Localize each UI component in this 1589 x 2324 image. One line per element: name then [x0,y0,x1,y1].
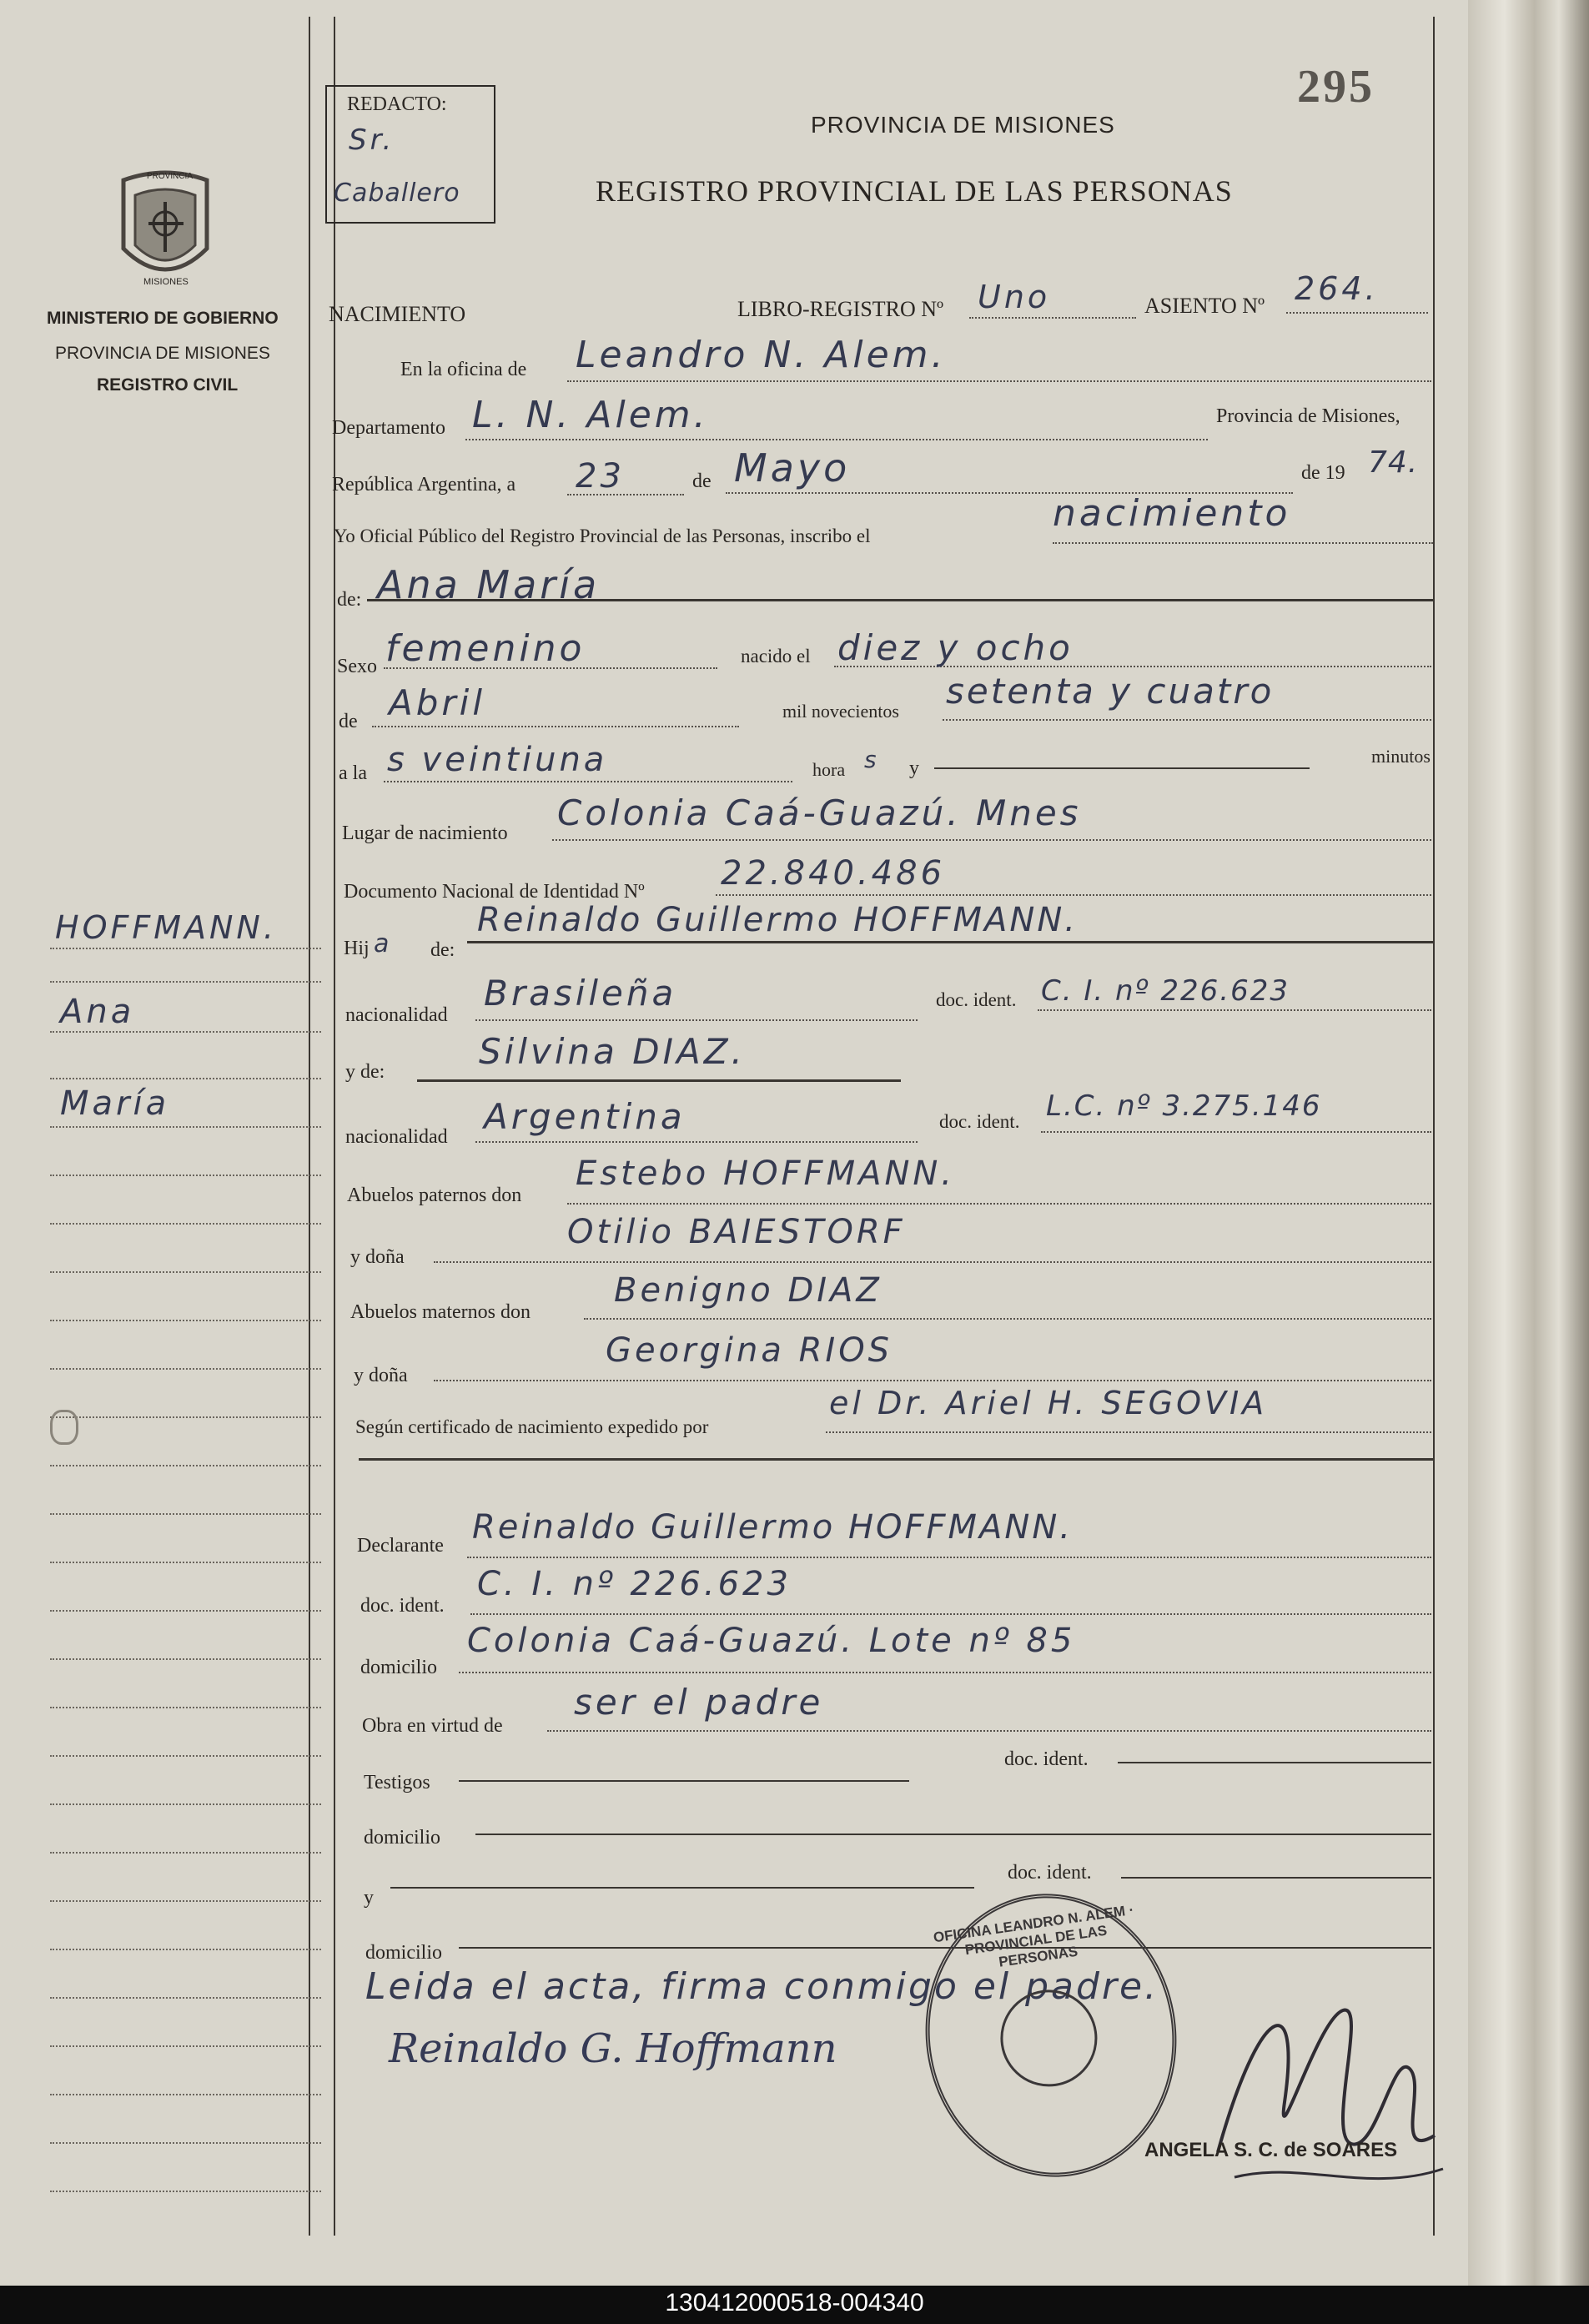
dni-label: Documento Nacional de Identidad Nº [344,881,645,903]
margin-line [50,2191,321,2192]
book-value: Uno [978,279,1051,315]
office-value: Leandro N. Alem. [576,334,947,376]
certificate-label: Según certificado de nacimiento expedido por [355,1416,709,1437]
redacto-line1: Sr. [349,123,395,157]
certificate-line [826,1431,1431,1433]
declarant-address: Colonia Caá-Guazú. Lote nº 85 [467,1622,1076,1660]
office-label: En la oficina de [400,359,527,380]
civil-registry-label: REGISTRO CIVIL [97,375,239,395]
witness1-address-label: domicilio [364,1827,440,1849]
mil-value: setenta y cuatro [946,671,1275,712]
redacto-box [325,85,495,224]
margin-line [50,1900,321,1902]
margin-line [50,1997,321,1999]
mother-nationality: Argentina [484,1096,686,1137]
declarant-signature: Reinaldo G. Hoffmann [389,2025,837,2072]
year-label: de 19 [1301,462,1345,484]
ministry-label: MINISTERIO DE GOBIERNO [47,309,279,328]
mother-doc-line [1041,1131,1431,1133]
witness2-doc-label: doc. ident. [1008,1862,1092,1884]
margin-line [50,1707,321,1708]
father-doc-line [1038,1009,1431,1011]
emblem-top-text: PROVINCIA [147,172,194,181]
margin-line [50,1562,321,1563]
coat-of-arms-icon [107,165,224,295]
margin-line [50,2142,321,2144]
born-month-line [372,726,739,727]
witness2-line [390,1887,974,1889]
witness1-address-line [475,1834,1431,1835]
record-type-label: NACIMIENTO [329,302,466,326]
margin-name1: Ana [60,993,135,1031]
dni-line [716,894,1431,896]
father-line [467,941,1433,943]
official-statement: Yo Oficial Público del Registro Provincial de las Personas, inscribo el [334,526,871,546]
witness-label: Testigos [364,1772,430,1793]
paternal-grandmother-line [434,1261,1431,1263]
witness2-and-label: y [364,1887,374,1909]
paternal-grandmother-label: y doña [350,1246,405,1268]
margin-surname: HOFFMANN. [55,909,277,946]
official-value: nacimiento [1053,492,1291,535]
sex-value: femenino [385,627,586,670]
name-de-label: de: [337,589,362,611]
name-value: Ana María [377,562,601,607]
office-line [567,380,1431,382]
declarant-doc: C. I. nº 226.623 [477,1565,792,1603]
declarant-line [467,1557,1431,1558]
witness2-doc-line [1121,1877,1431,1879]
official-line [1053,542,1433,544]
emblem-bottom-text: MISIONES [143,277,189,287]
year-value: 74. [1368,445,1419,480]
book-label: LIBRO-REGISTRO Nº [737,297,944,321]
hora-value: s [864,746,880,773]
witness1-doc-label: doc. ident. [1004,1748,1089,1770]
province-label: PROVINCIA DE MISIONES [55,344,270,363]
book-page-edges [1468,0,1589,2286]
paternal-grandfather-line [567,1203,1431,1205]
mother-value: Silvina DIAZ. [479,1031,746,1072]
father-value: Reinaldo Guillermo HOFFMANN. [477,901,1078,939]
registry-header: REGISTRO PROVINCIAL DE LAS PERSONAS [596,174,1233,208]
province-emblem [107,165,224,295]
document-id: 130412000518-004340 [665,2289,924,2316]
entry-line [1286,312,1428,314]
father-doc-label: doc. ident. [936,989,1017,1010]
maternal-grandfather: Benigno DIAZ [614,1271,882,1310]
binding-thread [50,1410,78,1445]
form-rule-left [334,17,335,2236]
margin-line [50,1271,321,1273]
margin-line [50,1949,321,1950]
province-line-label: Provincia de Misiones, [1216,405,1400,427]
officer-signature-icon [1184,1969,1460,2219]
father-nationality-line [475,1019,918,1021]
margin-line [50,981,321,983]
sex-label: Sexo [337,656,377,677]
born-month-value: Abril [389,682,485,723]
book-line [969,317,1136,319]
form-rule-right [1433,17,1435,2236]
margin-line [50,1610,321,1612]
born-label: nacido el [741,646,811,667]
entry-label: ASIENTO Nº [1144,294,1265,318]
redacto-label: REDACTO: [347,93,447,115]
month-value: Mayo [734,445,851,490]
closing-statement: Leida el acta, firma conmigo el padre. [365,1965,1159,2008]
stamp-text: OFICINA LEANDRO N. ALEM · PROVINCIAL DE LAS PERSONAS [932,1901,1135,1970]
born-month-label: de [339,711,358,732]
place-line [552,839,1431,841]
hora-label: hora [812,759,846,780]
margin-line [50,1852,321,1854]
paternal-grandmother: Otilio BAIESTORF [567,1213,906,1251]
child-of-suffix: a [374,929,393,958]
child-of-label: Hij [344,938,370,959]
province-header: PROVINCIA DE MISIONES [811,112,1115,138]
margin-line [50,1416,321,1418]
witness1-line [459,1780,909,1782]
margin-line [50,1658,321,1660]
margin-line [50,1755,321,1757]
dept-value: L. N. Alem. [472,394,709,436]
mil-line [943,719,1431,721]
redacto-line2: Caballero [334,179,460,208]
margin-line [50,1126,321,1128]
entry-value: 264. [1295,270,1379,307]
certificate-value: el Dr. Ariel H. SEGOVIA [829,1385,1268,1421]
father-nationality-label: nacionalidad [345,1004,448,1026]
father-nationality: Brasileña [484,973,677,1014]
declarant-doc-label: doc. ident. [360,1595,445,1617]
mother-line [417,1079,901,1082]
margin-line [50,1031,321,1033]
mother-nationality-line [475,1141,918,1143]
maternal-grandmother: Georgina RIOS [606,1331,893,1370]
minutes-label: minutos [1371,746,1431,767]
child-of-de: de: [430,939,455,961]
maternal-grandmother-line [434,1380,1431,1381]
certificate-underline [359,1458,1433,1461]
mother-doc-label: doc. ident. [939,1111,1020,1132]
mother-doc: L.C. nº 3.275.146 [1046,1089,1322,1123]
paternal-grandfather-label: Abuelos paternos don [347,1185,522,1206]
born-value: diez y ocho [837,627,1074,668]
day-de-label: de [692,470,712,492]
place-label: Lugar de nacimiento [342,822,508,844]
hour-line [384,781,792,782]
republic-label: República Argentina, a [332,474,516,495]
margin-line [50,1175,321,1176]
margin-line [50,2094,321,2095]
father-doc: C. I. nº 226.623 [1041,974,1290,1008]
acts-as-value: ser el padre [574,1682,824,1723]
margin-line [50,1223,321,1225]
margin-line [50,1320,321,1321]
margin-line [50,1513,321,1515]
margin-line [50,1078,321,1079]
dept-line [465,439,1208,440]
acts-as-label: Obra en virtud de [362,1715,503,1737]
margin-line [50,1368,321,1370]
declarant-address-label: domicilio [360,1657,437,1678]
mother-de-label: y de: [345,1061,385,1083]
minutes-line [934,767,1310,769]
stamp-inner-seal [994,1984,1104,2093]
officer-name: ANGELA S. C. de SOARES [1144,2139,1398,2161]
margin-line [50,1465,321,1466]
witness1-doc-line [1118,1762,1431,1763]
maternal-grandfather-label: Abuelos maternos don [350,1301,531,1323]
margin-line [50,948,321,949]
hour-value: s veintiuna [387,741,608,779]
maternal-grandmother-label: y doña [354,1365,408,1386]
declarant-doc-line [470,1613,1431,1615]
dept-label: Departamento [332,417,445,439]
declarant-label: Declarante [357,1535,444,1557]
paternal-grandfather: Estebo HOFFMANN. [576,1154,955,1193]
dni-value: 22.840.486 [721,854,946,893]
declarant-address-line [459,1672,1431,1673]
mil-label: mil novecientos [782,701,899,722]
hour-label: a la [339,762,367,784]
maternal-grandfather-line [584,1318,1431,1320]
declarant-value: Reinaldo Guillermo HOFFMANN. [472,1508,1073,1547]
day-value: 23 [576,457,625,495]
mother-nationality-label: nacionalidad [345,1126,448,1148]
place-value: Colonia Caá-Guazú. Mnes [557,792,1082,833]
margin-line [50,2045,321,2047]
acts-as-line [547,1730,1431,1732]
margin-line [50,1803,321,1805]
margin-name2: María [60,1084,170,1123]
folio-number: 295 [1297,61,1375,113]
witness2-address-label: domicilio [365,1942,442,1964]
and-label: y [909,757,919,779]
